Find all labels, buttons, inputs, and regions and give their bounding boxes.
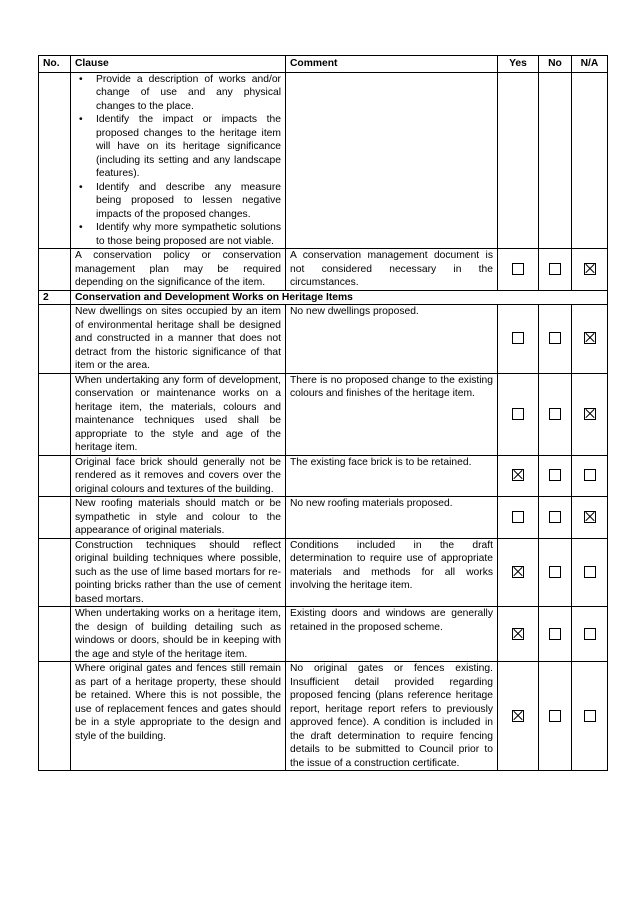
- yes-checkbox-checked[interactable]: [512, 710, 524, 722]
- yes-cell: [498, 662, 539, 771]
- table-row: [39, 373, 608, 455]
- header-comment: Comment: [286, 56, 498, 73]
- no-checkbox[interactable]: [549, 408, 561, 420]
- comment-cell: A conservation management document is not considered necessary in the circumstances.: [286, 249, 498, 291]
- heritage-checklist-table: [38, 55, 608, 771]
- table-row: [39, 249, 608, 291]
- na-checkbox-checked[interactable]: [584, 263, 596, 275]
- no-cell: [539, 497, 572, 539]
- yes-checkbox[interactable]: [512, 408, 524, 420]
- clause-cell: When undertaking works on a heritage item, the design of building detailing such as windows or doors, should be in keeping with the age and style of the heritage item.: [71, 607, 286, 662]
- clause-cell: When undertaking any form of development, conservation or maintenance works on a heritage item, the materials, colours and maintenance techniques used shall be appropriate to the style and age of the heritage item.: [71, 373, 286, 455]
- na-checkbox[interactable]: [584, 469, 596, 481]
- no-cell: [539, 305, 572, 374]
- na-checkbox-checked[interactable]: [584, 408, 596, 420]
- bullet-item: • Identify why more sympathetic solutions to those being proposed are not viable.: [75, 221, 281, 248]
- yes-cell: [498, 607, 539, 662]
- section-title: Conservation and Development Works on Heritage Items: [71, 290, 608, 305]
- no-checkbox[interactable]: [549, 469, 561, 481]
- intro-row: [39, 72, 608, 249]
- yes-cell: [498, 305, 539, 374]
- na-checkbox-checked[interactable]: [584, 332, 596, 344]
- intro-clause: [71, 72, 286, 249]
- table-row: [39, 662, 608, 771]
- comment-cell: No original gates or fences existing. Insufficient detail provided regarding proposed fencing (plans reference heritage report, heritage report refers to previously approved fence). A condition is included in the draft determination to require fencing details to be submitted to Council prior to the issue of a construction certificate.: [286, 662, 498, 771]
- na-cell: [572, 249, 608, 291]
- no-checkbox[interactable]: [549, 332, 561, 344]
- yes-checkbox[interactable]: [512, 511, 524, 523]
- no-cell: [539, 455, 572, 497]
- na-cell: [572, 305, 608, 374]
- na-cell: [572, 497, 608, 539]
- header-no-col: No: [539, 56, 572, 73]
- header-no: No.: [39, 56, 71, 73]
- na-checkbox[interactable]: [584, 566, 596, 578]
- no-cell: [539, 538, 572, 607]
- no-cell: [539, 373, 572, 455]
- yes-cell: [498, 538, 539, 607]
- no-cell: [539, 249, 572, 291]
- na-checkbox[interactable]: [584, 710, 596, 722]
- clause-cell: New roofing materials should match or be sympathetic in style and colour to the appearance of original materials.: [71, 497, 286, 539]
- no-checkbox[interactable]: [549, 263, 561, 275]
- no-checkbox[interactable]: [549, 566, 561, 578]
- table-row: [39, 305, 608, 374]
- clause-cell: Construction techniques should reflect original building techniques where possible, such as the use of lime based mortars for re-pointing bricks rather than the use of cement based mortars.: [71, 538, 286, 607]
- na-cell: [572, 373, 608, 455]
- yes-cell: [498, 249, 539, 291]
- header-yes: Yes: [498, 56, 539, 73]
- bullet-item: • Identify and describe any measure being proposed to lessen negative impacts of the proposed changes.: [75, 181, 281, 222]
- comment-cell: No new roofing materials proposed.: [286, 497, 498, 539]
- clause-cell: Where original gates and fences still remain as part of a heritage property, these should be retained. Where this is not possible, the use of replacement fences and gates should be in a style appropriate to the design and style of the building.: [71, 662, 286, 771]
- bullet-item: • Identify the impact or impacts the proposed changes to the heritage item will have on its heritage significance (including its setting and any landscape features).: [75, 113, 281, 181]
- na-cell: [572, 607, 608, 662]
- na-checkbox-checked[interactable]: [584, 511, 596, 523]
- header-clause: Clause: [71, 56, 286, 73]
- na-cell: [572, 538, 608, 607]
- na-cell: [572, 455, 608, 497]
- table-row: [39, 607, 608, 662]
- intro-bullet-list: [75, 73, 281, 249]
- table-header-row: [39, 56, 608, 73]
- yes-cell: [498, 455, 539, 497]
- no-checkbox[interactable]: [549, 511, 561, 523]
- comment-cell: There is no proposed change to the existing colours and finishes of the heritage item.: [286, 373, 498, 455]
- yes-checkbox-checked[interactable]: [512, 566, 524, 578]
- yes-checkbox-checked[interactable]: [512, 469, 524, 481]
- no-checkbox[interactable]: [549, 710, 561, 722]
- clause-cell: Original face brick should generally not be rendered as it removes and covers over the original colours and textures of the building.: [71, 455, 286, 497]
- yes-checkbox-checked[interactable]: [512, 628, 524, 640]
- table-row: [39, 538, 608, 607]
- comment-cell: Existing doors and windows are generally retained in the proposed scheme.: [286, 607, 498, 662]
- clause-cell: New dwellings on sites occupied by an item of environmental heritage shall be designed and constructed in a manner that does not detract from the historic significance of that item or the area.: [71, 305, 286, 374]
- comment-cell: The existing face brick is to be retained.: [286, 455, 498, 497]
- yes-cell: [498, 373, 539, 455]
- bullet-item: • Provide a description of works and/or change of use and any physical changes to the place.: [75, 73, 281, 114]
- comment-cell: No new dwellings proposed.: [286, 305, 498, 374]
- table-row: [39, 497, 608, 539]
- no-checkbox[interactable]: [549, 628, 561, 640]
- yes-checkbox[interactable]: [512, 263, 524, 275]
- table-row: [39, 455, 608, 497]
- no-cell: [539, 662, 572, 771]
- no-cell: [539, 607, 572, 662]
- clause-cell: A conservation policy or conservation management plan may be required depending on the significance of the item.: [71, 249, 286, 291]
- header-na: N/A: [572, 56, 608, 73]
- yes-checkbox[interactable]: [512, 332, 524, 344]
- comment-cell: Conditions included in the draft determination to require use of appropriate materials and methods for all works involving the heritage item.: [286, 538, 498, 607]
- na-checkbox[interactable]: [584, 628, 596, 640]
- yes-cell: [498, 497, 539, 539]
- section-heading-row: [39, 290, 608, 305]
- section-number: 2: [39, 290, 71, 305]
- na-cell: [572, 662, 608, 771]
